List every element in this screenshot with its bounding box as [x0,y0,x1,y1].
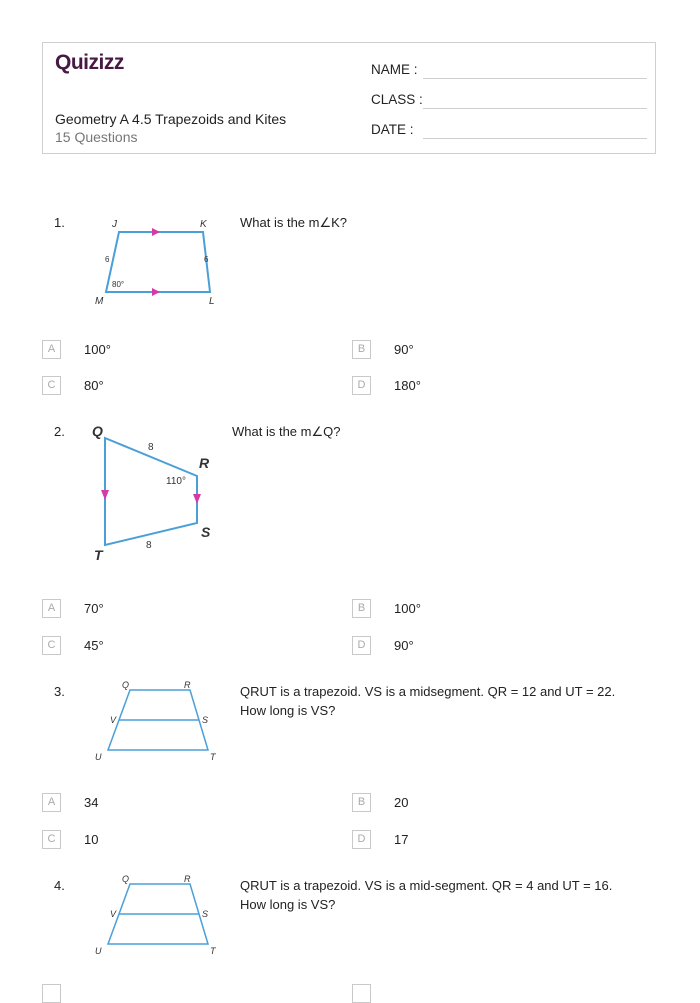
parallel-arrow-icon [193,494,201,504]
option-text[interactable]: 90° [394,342,414,357]
vertex-label: T [210,946,216,956]
class-line[interactable] [423,108,647,109]
option-letter-box[interactable]: A [42,793,61,812]
option-text[interactable]: 45° [84,638,104,653]
parallel-arrow-icon [152,228,160,236]
vertex-label: V [110,909,117,919]
worksheet-header [42,42,656,154]
vertex-label: L [209,296,215,307]
angle-label: 80° [112,280,125,289]
question-text [240,682,615,720]
vertex-label: R [199,455,210,471]
side-length-label: 8 [146,540,152,551]
question-text: What is the m∠K? [240,215,348,230]
option-text[interactable]: 20 [394,795,409,810]
vertex-label: V [110,715,117,725]
option-text[interactable]: 80° [84,378,104,393]
option-letter-box[interactable]: B [352,340,371,359]
option-text[interactable]: 70° [84,601,104,616]
vertex-label: U [95,752,102,762]
vertex-label: Q [92,423,103,439]
trapezoid-figure-1 [88,212,228,314]
option-letter-box[interactable]: A [42,599,61,618]
vertex-label: T [94,547,103,563]
option-text[interactable]: 100° [394,601,421,616]
angle-label: 110° [166,476,186,487]
question-text-line: QRUT is a trapezoid. VS is a midsegment. QR = 12 and UT = 22. [240,684,616,699]
vertex-label: S [201,524,211,540]
question-number: 2. [54,424,65,439]
side-length-label: 8 [148,442,154,453]
worksheet-title: Geometry A 4.5 Trapezoids and Kites [55,111,287,127]
date-label: DATE : [371,122,414,137]
date-line[interactable] [423,138,647,139]
parallel-arrow-icon [101,490,109,500]
option-letter-box[interactable]: A [42,340,61,359]
side-length-label: 6 [105,255,110,264]
question-number: 4. [54,878,65,893]
vertex-label: Q [122,680,130,690]
vertex-label: J [112,219,117,230]
question-text [240,876,612,914]
vertex-label: R [184,874,191,884]
name-line[interactable] [423,78,647,79]
question-number: 3. [54,684,65,699]
quizizz-logo: Quizizz [55,51,124,74]
vertex-label: K [200,219,207,230]
trapezoid-figure-2 [86,420,226,568]
trapezoid-figure-4 [90,872,230,964]
vertex-label: S [202,715,209,725]
option-letter-box[interactable]: B [352,599,371,618]
option-text[interactable]: 90° [394,638,414,653]
option-letter-box[interactable]: C [42,636,61,655]
trapezoid-figure-3 [90,678,230,770]
side-length-label: 6 [204,255,209,264]
option-letter-box[interactable]: B [352,793,371,812]
option-letter-box[interactable]: D [352,830,371,849]
option-letter-box[interactable]: D [352,636,371,655]
class-label: CLASS : [371,92,423,107]
option-letter-box[interactable]: D [352,376,371,395]
vertex-label: M [95,296,104,307]
question-text-line: QRUT is a trapezoid. VS is a mid-segment. QR = 4 and UT = 16. [240,878,613,893]
parallel-arrow-icon [152,288,160,296]
vertex-label: T [210,752,216,762]
option-letter-box[interactable]: C [42,830,61,849]
option-text[interactable]: 34 [84,795,99,810]
vertex-label: Q [122,874,130,884]
vertex-label: U [95,946,102,956]
question-number: 1. [54,215,65,230]
option-letter-box[interactable] [42,984,61,1003]
option-letter-box[interactable]: C [42,376,61,395]
option-text[interactable]: 180° [394,378,421,393]
option-text[interactable]: 10 [84,832,99,847]
option-text[interactable]: 100° [84,342,111,357]
question-text-line: How long is VS? [240,897,336,912]
option-text[interactable]: 17 [394,832,409,847]
question-count: 15 Questions [55,129,138,145]
question-text: What is the m∠Q? [232,424,341,439]
name-label: NAME : [371,62,418,77]
vertex-label: R [184,680,191,690]
vertex-label: S [202,909,209,919]
option-letter-box[interactable] [352,984,371,1003]
question-text-line: How long is VS? [240,703,336,718]
